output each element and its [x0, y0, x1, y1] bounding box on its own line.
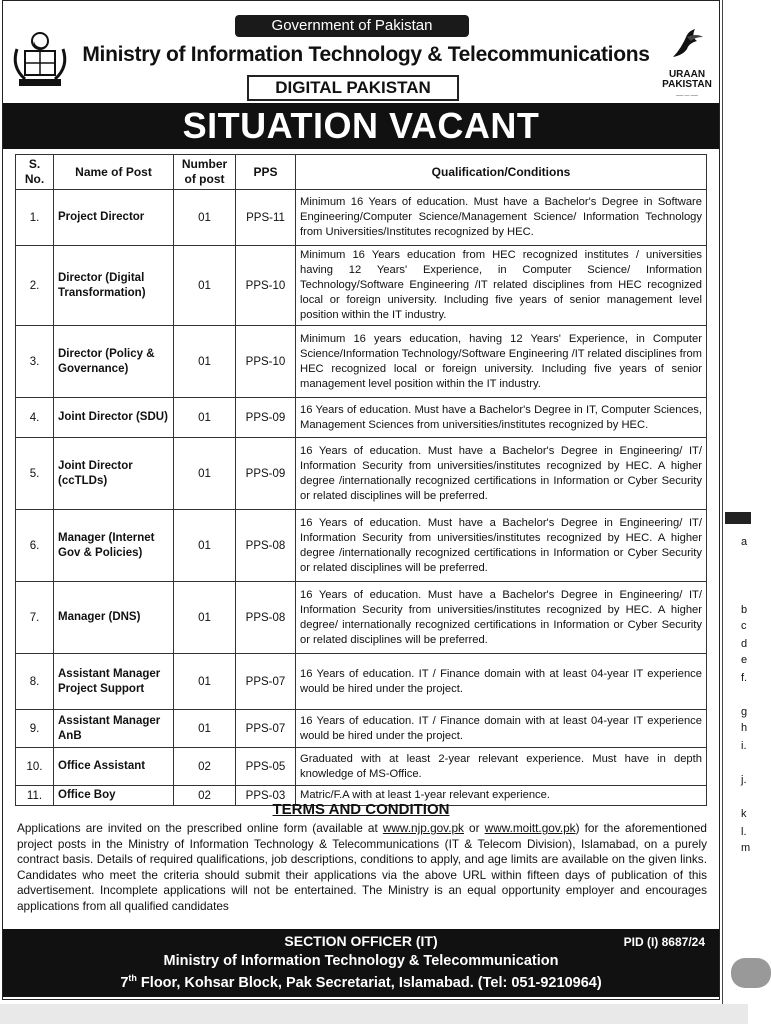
row-qualification: Matric/F.A with at least 1-year relevant experience. — [296, 786, 707, 806]
moitt-link[interactable]: www.moitt.gov.pk — [484, 821, 576, 835]
table-row — [16, 398, 707, 438]
table-row — [16, 710, 707, 748]
header-pps: PPS — [236, 155, 296, 190]
digital-pakistan-tagline: DIGITAL PAKISTAN — [247, 75, 459, 101]
address-rest: Floor, Kohsar Block, Pak Secretariat, Islamabad. (Tel: 051-9210964) — [136, 974, 602, 991]
address-floor: 7 — [120, 974, 129, 991]
row-pps: PPS-03 — [236, 786, 296, 806]
terms-title: TERMS AND CONDITION — [272, 801, 450, 818]
row-pps: PPS-05 — [236, 748, 296, 786]
row-sno: 8. — [16, 654, 54, 710]
terms-text-part: ) for the aforementioned project posts in the Ministry of Information Technology & Telecommunications (IT & Telecom Division), Islamabad, on a purely contract basis. Details of required qualifications, job descriptions, conditions to apply, and age limits are available on the given links. Candidates who meet the criteria should submit their applications via the above URL within fifteen days of publication of this advertisement. Incomplete applications will not be entertained. The Ministry is an equal opportunity employer and encourages applications from all qualified candidates — [17, 821, 707, 913]
uraan-logo-subtext: ـــــ ـــ ـــــ — [676, 92, 698, 98]
row-post-name: Joint Director (SDU) — [54, 398, 174, 438]
row-post-name: Joint Director (ccTLDs) — [54, 438, 174, 510]
side-letter: e — [741, 654, 748, 666]
row-pps: PPS-10 — [236, 326, 296, 398]
row-sno: 11. — [16, 786, 54, 806]
row-qualification: Graduated with at least 2-year relevant experience. Must have in depth knowledge of MS-Office. — [296, 748, 707, 786]
job-advertisement — [2, 0, 720, 1000]
row-pps: PPS-07 — [236, 710, 296, 748]
pid-number: PID (I) 8687/24 — [623, 935, 705, 949]
row-sno: 2. — [16, 246, 54, 326]
government-banner: Government of Pakistan — [235, 15, 469, 37]
row-qualification: 16 Years of education. IT / Finance domain with at least 04-year IT experience would be hired under the project. — [296, 710, 707, 748]
address-sup: th — [128, 973, 137, 983]
row-sno: 6. — [16, 510, 54, 582]
table-row — [16, 582, 707, 654]
side-letter: b — [741, 604, 748, 616]
vacancy-table — [15, 154, 707, 806]
side-letter: h — [741, 722, 748, 734]
side-letter: j. — [741, 774, 747, 786]
page-bottom-strip — [0, 1004, 748, 1024]
side-letter: i. — [741, 740, 747, 752]
side-letter: g — [741, 706, 748, 718]
row-number: 01 — [174, 654, 236, 710]
row-qualification: 16 Years of education. Must have a Bachelor's Degree in IT, Computer Sciences, Management Sciences from universities/institutes recognized by HEC. — [296, 398, 707, 438]
row-sno: 7. — [16, 582, 54, 654]
row-pps: PPS-09 — [236, 398, 296, 438]
situation-vacant-banner: SITUATION VACANT — [3, 103, 719, 149]
footer-ministry: Ministry of Information Technology & Telecommunication — [163, 953, 559, 969]
row-sno: 5. — [16, 438, 54, 510]
row-number: 02 — [174, 748, 236, 786]
row-sno: 10. — [16, 748, 54, 786]
row-sno: 4. — [16, 398, 54, 438]
side-letter: c — [741, 620, 747, 632]
row-qualification: 16 Years of education. Must have a Bachelor's Degree in Engineering/ IT/ Information Security from universities/institutes recognized by HEC. A higher degree /internationally recognized certifications in Information or Cyber Security or related disciplines will be preferred. — [296, 510, 707, 582]
table-row — [16, 654, 707, 710]
row-number: 01 — [174, 582, 236, 654]
table-row — [16, 510, 707, 582]
row-post-name: Manager (DNS) — [54, 582, 174, 654]
uraan-logo-text: URAAN PAKISTAN — [662, 69, 712, 90]
footer — [3, 929, 719, 997]
row-post-name: Assistant Manager AnB — [54, 710, 174, 748]
row-qualification: Minimum 16 Years of education. Must have a Bachelor's Degree in Software Engineering/Computer Science/Management Science/ Information Technology from Universities/Institutes recognized by HEC. — [296, 190, 707, 246]
table-row — [16, 326, 707, 398]
footer-address — [3, 973, 719, 991]
table-header-row — [16, 155, 707, 190]
header-post-name: Name of Post — [54, 155, 174, 190]
row-qualification: 16 Years of education. IT / Finance domain with at least 04-year IT experience would be hired under the project. — [296, 654, 707, 710]
side-letter: l. — [741, 826, 747, 838]
njp-link[interactable]: www.njp.gov.pk — [382, 821, 464, 835]
row-post-name: Director (Digital Transformation) — [54, 246, 174, 326]
row-post-name: Office Boy — [54, 786, 174, 806]
row-pps: PPS-07 — [236, 654, 296, 710]
table-row — [16, 438, 707, 510]
adjacent-rounded-shape — [731, 958, 771, 988]
header-sno: S. No. — [16, 155, 54, 190]
row-number: 01 — [174, 326, 236, 398]
terms-text-part: or — [463, 821, 485, 835]
row-pps: PPS-08 — [236, 582, 296, 654]
row-post-name: Office Assistant — [54, 748, 174, 786]
state-emblem-icon — [9, 29, 71, 91]
header-number-of-post: Number of post — [174, 155, 236, 190]
uraan-pakistan-logo — [657, 27, 717, 97]
row-number: 01 — [174, 710, 236, 748]
terms-body — [17, 821, 707, 914]
row-number: 01 — [174, 190, 236, 246]
side-letter: a — [741, 536, 748, 548]
table-row — [16, 190, 707, 246]
section-officer: SECTION OFFICER (IT) — [284, 933, 438, 949]
side-letter: f. — [741, 672, 748, 684]
terms-text-part: Applications are invited on the prescribed online form (available at — [17, 821, 383, 835]
side-letter: d — [741, 638, 748, 650]
ministry-title: Ministry of Information Technology & Telecommunications — [82, 43, 650, 66]
row-qualification: 16 Years of education. Must have a Bachelor's Degree in Engineering/ IT/ Information Security from universities/institutes recognized by HEC. A higher degree /internationally recognized certifications in Information or Cyber Security or related disciplines will be preferred. — [296, 438, 707, 510]
row-pps: PPS-09 — [236, 438, 296, 510]
row-post-name: Director (Policy & Governance) — [54, 326, 174, 398]
header-qualification: Qualification/Conditions — [296, 155, 707, 190]
row-qualification: Minimum 16 Years education from HEC recognized institutes / universities having 12 Years' Experience, in Computer Science/ Information Technology/Software Engineering /IT related disciplines from HEC recognized local or foreign university. Including five years of senior management level position within the IT industry. — [296, 246, 707, 326]
row-sno: 9. — [16, 710, 54, 748]
row-pps: PPS-10 — [236, 246, 296, 326]
table-row — [16, 246, 707, 326]
row-qualification: 16 Years of education. Must have a Bachelor's Degree in Engineering/ IT/ Information Security from universities/institutes recognized by HEC. A higher degree/ internationally recognized certifications in Information or Cyber Security or related disciplines will be preferred. — [296, 582, 707, 654]
row-post-name: Manager (Internet Gov & Policies) — [54, 510, 174, 582]
row-number: 01 — [174, 510, 236, 582]
row-number: 01 — [174, 246, 236, 326]
row-pps: PPS-08 — [236, 510, 296, 582]
row-sno: 1. — [16, 190, 54, 246]
row-number: 02 — [174, 786, 236, 806]
row-pps: PPS-11 — [236, 190, 296, 246]
bird-logo-icon — [667, 27, 707, 63]
row-number: 01 — [174, 398, 236, 438]
row-sno: 3. — [16, 326, 54, 398]
adjacent-column-fragment — [722, 0, 751, 1024]
side-letter: m — [741, 842, 751, 854]
adjacent-dark-bar — [725, 512, 751, 524]
row-qualification: Minimum 16 years education, having 12 Years' Experience, in Computer Science/Information Technology/Software Engineering /IT related disciplines from HEC recognized local or foreign university. Including five years of senior management level position within the IT industry. — [296, 326, 707, 398]
row-post-name: Project Director — [54, 190, 174, 246]
side-letter: k — [741, 808, 747, 820]
row-number: 01 — [174, 438, 236, 510]
row-post-name: Assistant Manager Project Support — [54, 654, 174, 710]
table-row — [16, 748, 707, 786]
